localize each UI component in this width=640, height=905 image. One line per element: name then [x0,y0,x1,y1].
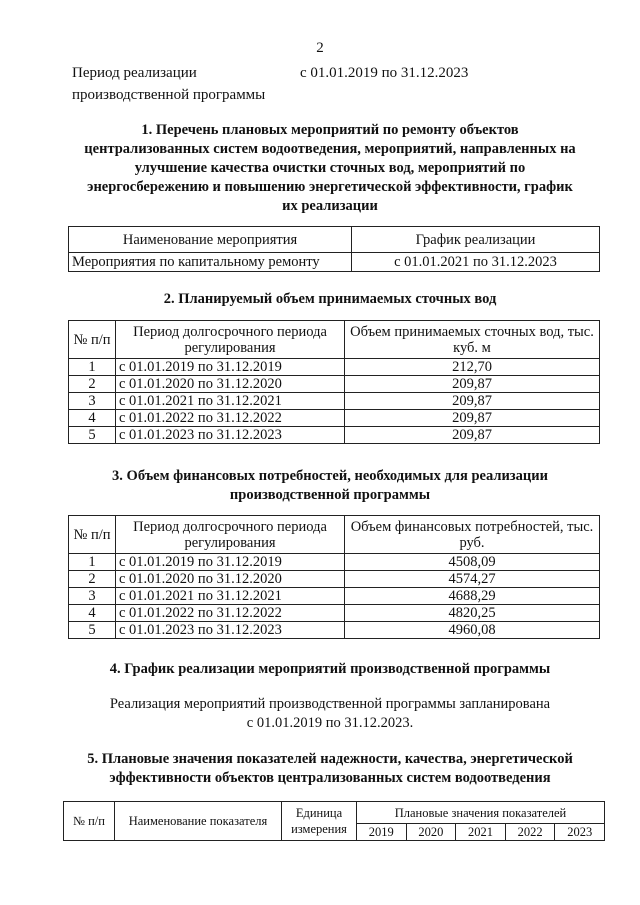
table-header-row [69,516,600,554]
row-number: 2 [69,571,116,588]
row-number: 2 [69,376,116,393]
column-header: № п/п [64,802,115,841]
section3-table [68,515,600,639]
column-header: Единица измерения [282,802,357,841]
period-cell: с 01.01.2021 по 31.12.2021 [116,393,345,410]
section4-text-line: с 01.01.2019 по 31.12.2023. [246,715,414,731]
value-cell: 209,87 [345,393,600,410]
section3-title-line: 3. Объем финансовых потребностей, необходимых для реализации [112,468,548,484]
value-cell: 4960,08 [345,622,600,639]
section1-title [40,121,620,216]
table-row [69,622,600,639]
table-header-row [69,321,600,359]
year-header: 2023 [555,824,605,841]
value-cell: 209,87 [345,410,600,427]
section1-title-line: их реализации [282,198,378,214]
section2-table [68,320,600,444]
section1-title-line: энергосбережению и повышению энергетической эффективности, график [87,179,573,195]
column-header: Объем принимаемых сточных вод, тыс. куб. м [345,321,600,359]
table-header-row [64,802,605,824]
column-header: Плановые значения показателей [357,802,605,824]
period-cell: с 01.01.2023 по 31.12.2023 [116,622,345,639]
section1-title-line: централизованных систем водоотведения, мероприятий, направленных на [84,141,576,157]
row-number: 5 [69,427,116,444]
row-number: 3 [69,393,116,410]
section4-text-line: Реализация мероприятий производственной программы запланирована [109,696,551,712]
column-header: Наименование показателя [115,802,282,841]
period-value: с 01.01.2019 по 31.12.2023 [300,65,469,81]
row-number: 1 [69,554,116,571]
page-number: 2 [316,40,324,56]
row-number: 4 [69,605,116,622]
column-header: Объем финансовых потребностей, тыс. руб. [345,516,600,554]
value-cell: 212,70 [345,359,600,376]
value-cell: 4508,09 [345,554,600,571]
table-row [69,393,600,410]
value-cell: 4820,25 [345,605,600,622]
section1-title-line: 1. Перечень плановых мероприятий по ремонту объектов [141,122,519,138]
section5-title [40,750,620,788]
period-cell: с 01.01.2023 по 31.12.2023 [116,427,345,444]
period-cell: с 01.01.2022 по 31.12.2022 [116,605,345,622]
period-cell: с 01.01.2022 по 31.12.2022 [116,410,345,427]
table-row [69,605,600,622]
table-row [69,427,600,444]
column-header: Наименование мероприятия [69,227,352,253]
section5-title-line: 5. Плановые значения показателей надежности, качества, энергетической [87,751,573,767]
row-number: 1 [69,359,116,376]
row-number: 4 [69,410,116,427]
value-cell: 4574,27 [345,571,600,588]
table-header-row [69,227,600,253]
section5-table [63,801,605,841]
period-cell: с 01.01.2019 по 31.12.2019 [116,359,345,376]
section3-title [40,467,620,505]
section4-title: 4. График реализации мероприятий производственной программы [109,661,551,677]
value-cell: 209,87 [345,376,600,393]
column-header: Период долгосрочного периода регулирования [116,516,345,554]
period-cell: с 01.01.2020 по 31.12.2020 [116,571,345,588]
table-row [69,376,600,393]
section3-title-line: производственной программы [229,487,431,503]
column-header: График реализации [352,227,600,253]
year-header: 2021 [456,824,506,841]
section5-title-line: эффективности объектов централизованных систем водоотведения [109,770,551,786]
table-row [69,588,600,605]
period-cell: с 01.01.2020 по 31.12.2020 [116,376,345,393]
period-label: Период реализации производственной программы [72,65,266,103]
section2-title: 2. Планируемый объем принимаемых сточных вод [163,291,497,307]
section1-title-line: улучшение качества очистки сточных вод, мероприятий по [134,160,526,176]
period-cell: с 01.01.2019 по 31.12.2019 [116,554,345,571]
value-cell: 4688,29 [345,588,600,605]
column-header: Период долгосрочного периода регулирования [116,321,345,359]
table-row [69,359,600,376]
section1-table [68,226,600,272]
row-number: 3 [69,588,116,605]
period-cell: с 01.01.2021 по 31.12.2021 [116,588,345,605]
value-cell: 209,87 [345,427,600,444]
year-header: 2022 [505,824,555,841]
row-number: 5 [69,622,116,639]
table-row [69,253,600,272]
section4-text [40,695,620,733]
column-header: № п/п [69,321,116,359]
table-row [69,410,600,427]
year-header: 2019 [357,824,407,841]
table-cell: Мероприятия по капитальному ремонту [69,253,352,272]
table-cell: с 01.01.2021 по 31.12.2023 [352,253,600,272]
table-row [69,571,600,588]
year-header: 2020 [406,824,456,841]
column-header: № п/п [69,516,116,554]
table-row [69,554,600,571]
